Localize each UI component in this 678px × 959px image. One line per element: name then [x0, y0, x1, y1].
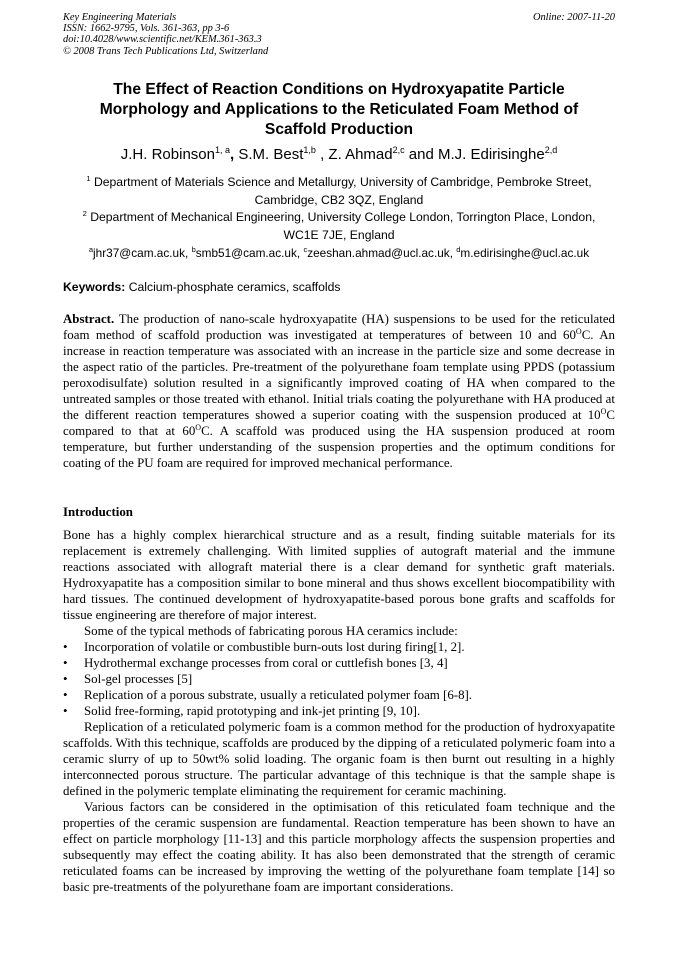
list-item	[63, 703, 615, 719]
doi-line: doi:10.4028/www.scientific.net/KEM.361-363.3	[63, 34, 262, 46]
author-separator: ,	[320, 146, 325, 163]
email-superscript: a	[88, 245, 94, 254]
abstract-text: C. An increase in reaction temperature was associated with an increase in the particle size and some decrease in the aspect ratio of the particles. Pre-treatment of the polyurethane foam template using PPDS (potassium peroxodisulfate) solution resulted in a significantly improved coating of HA when compared to the untreated samples or those treated with ethanol. Initial trials coating the polyurethane with HA produced at the different reaction temperatures showed a superior coating with the suspension produced at 10	[63, 328, 615, 422]
keywords-label: Keywords:	[63, 280, 126, 294]
paragraph: Replication of a reticulated polymeric foam is a common method for the production of hydroxyapatite scaffolds. With this technique, scaffolds are produced by the dipping of a reticulated polymeric foam into a ceramic slurry of up to 50wt% solid loading. The organic foam is then burnt out resulting in a highly interconnected porous structure. The particular advantage of this technique is that the sample shape is defined in the polymeric template eliminating the requirement for ceramic machining.	[63, 720, 615, 798]
affiliation-number: 2	[82, 209, 87, 218]
bullet-icon: •	[63, 672, 68, 686]
online-date: Online: 2007-11-20	[532, 12, 615, 23]
keywords	[63, 279, 615, 295]
list-item-text: Incorporation of volatile or combustible burn-outs lost during firing[1, 2].	[84, 640, 465, 654]
bullet-icon: •	[63, 688, 68, 702]
journal-header	[63, 12, 615, 57]
introduction-body	[63, 527, 615, 895]
author-name: Z. Ahmad	[328, 146, 393, 163]
affiliation-text: Department of Mechanical Engineering, University College London, Torrington Place, London, WC1E 7JE, England	[90, 210, 596, 242]
abstract	[63, 311, 615, 471]
author-name: J.H. Robinson	[120, 146, 215, 163]
paper-title: The Effect of Reaction Conditions on Hydroxyapatite Particle Morphology and Applications to the Reticulated Foam Method of Scaffold Production	[99, 81, 579, 138]
email-superscript: d	[456, 245, 461, 254]
list-item-text: Replication of a porous substrate, usually a reticulated polymer foam [6-8].	[84, 688, 473, 702]
copyright-line: © 2008 Trans Tech Publications Ltd, Switzerland	[63, 45, 269, 57]
author-name: S.M. Best	[238, 146, 304, 163]
abstract-text: C compared to that at 60	[63, 408, 615, 438]
list-item-text: Solid free-forming, rapid prototyping and ink-jet printing [9, 10].	[84, 704, 421, 718]
paragraph: Various factors can be considered in the optimisation of this reticulated foam technique and the properties of the ceramic suspension are fundamental. Reaction temperature has been shown to have an effect on particle morphology [11-13] and this particle morphology affects the suspension properties and subsequently may effect the coating ability. It has also been demonstrated that the strength of ceramic reticulated foams can be increased by improving the wetting of the polyurethane foam template [14] so basic pre-treatments of the polyurethane foam are important considerations.	[63, 800, 615, 894]
bullet-icon: •	[63, 640, 68, 654]
list-item	[63, 687, 615, 703]
email-address[interactable]: jhr37@cam.ac.uk	[93, 246, 185, 260]
affiliation-2	[66, 208, 612, 244]
affiliation-1	[66, 173, 612, 209]
introduction-heading: Introduction	[63, 505, 133, 519]
author-superscript: 1, a	[214, 145, 230, 155]
degree-superscript: O	[600, 407, 607, 416]
list-item-text: Hydrothermal exchange processes from coral or cuttlefish bones [3, 4]	[84, 656, 448, 670]
author-name: M.J. Edirisinghe	[438, 146, 545, 163]
list-item	[63, 671, 615, 687]
list-item	[63, 639, 615, 655]
list-item	[63, 655, 615, 671]
email-list: $^a$jhr37@cam.ac.uk, $^b$smb51@cam.ac.uk, $^c$zeeshan.ahmad@ucl.ac.uk, $^d$m.edirisinghe@ucl.ac.uk	[88, 245, 590, 260]
degree-superscript: O	[195, 423, 202, 432]
issn-line: ISSN: 1662-9795, Vols. 361-363, pp 3-6	[63, 23, 230, 35]
author-superscript: 1,b	[303, 145, 316, 155]
list-item-text: Sol-gel processes [5]	[84, 672, 193, 686]
author-separator: ,	[230, 146, 235, 163]
email-superscript: c	[303, 245, 308, 254]
bullet-icon: •	[63, 656, 68, 670]
email-address[interactable]: m.edirisinghe@ucl.ac.uk	[460, 246, 590, 260]
abstract-text: C. A scaffold was produced using the HA suspension produced at room temperature, but further understanding of the suspension properties and the optimum conditions for coating of the PU foam are required for improved mechanical performance.	[63, 424, 616, 470]
email-superscript: b	[191, 245, 196, 254]
email-address[interactable]: smb51@cam.ac.uk	[195, 246, 297, 260]
author-list	[60, 145, 618, 165]
methods-list	[63, 639, 615, 719]
author-superscript: 2,d	[544, 145, 558, 155]
degree-superscript: O	[575, 327, 582, 336]
paragraph: Bone has a highly complex hierarchical structure and as a result, finding suitable materials for its replacement is extremely challenging. With limited supplies of autograft material and the immune reactions associated with allograft material there is a clear demand for synthetic graft materials. Hydroxyapatite has a composition similar to bone mineral and thus shows excellent biocompatibility with hard tissues. The continued development of hydroxyapatite-based porous bone grafts and scaffolds for tissue engineering are therefore of major interest.	[63, 528, 615, 622]
abstract-label: Abstract.	[63, 312, 115, 326]
affiliation-number: 1	[86, 174, 91, 183]
affiliation-text: Department of Materials Science and Metallurgy, University of Cambridge, Pembroke Street, Cambridge, CB2 3QZ, England	[93, 175, 592, 207]
author-superscript: 2,c	[392, 145, 405, 155]
author-separator: and	[404, 146, 438, 163]
paragraph: Some of the typical methods of fabricating porous HA ceramics include:	[84, 624, 458, 638]
journal-name: Key Engineering Materials	[63, 12, 177, 23]
bullet-icon: •	[63, 704, 68, 718]
email-address[interactable]: zeeshan.ahmad@ucl.ac.uk	[307, 246, 450, 260]
keywords-text: Calcium-phosphate ceramics, scaffolds	[128, 280, 341, 294]
abstract-text: The production of nano-scale hydroxyapatite (HA) suspensions to be used for the reticulated foam method of scaffold production was investigated at temperatures of between 10 and 60	[63, 312, 615, 342]
